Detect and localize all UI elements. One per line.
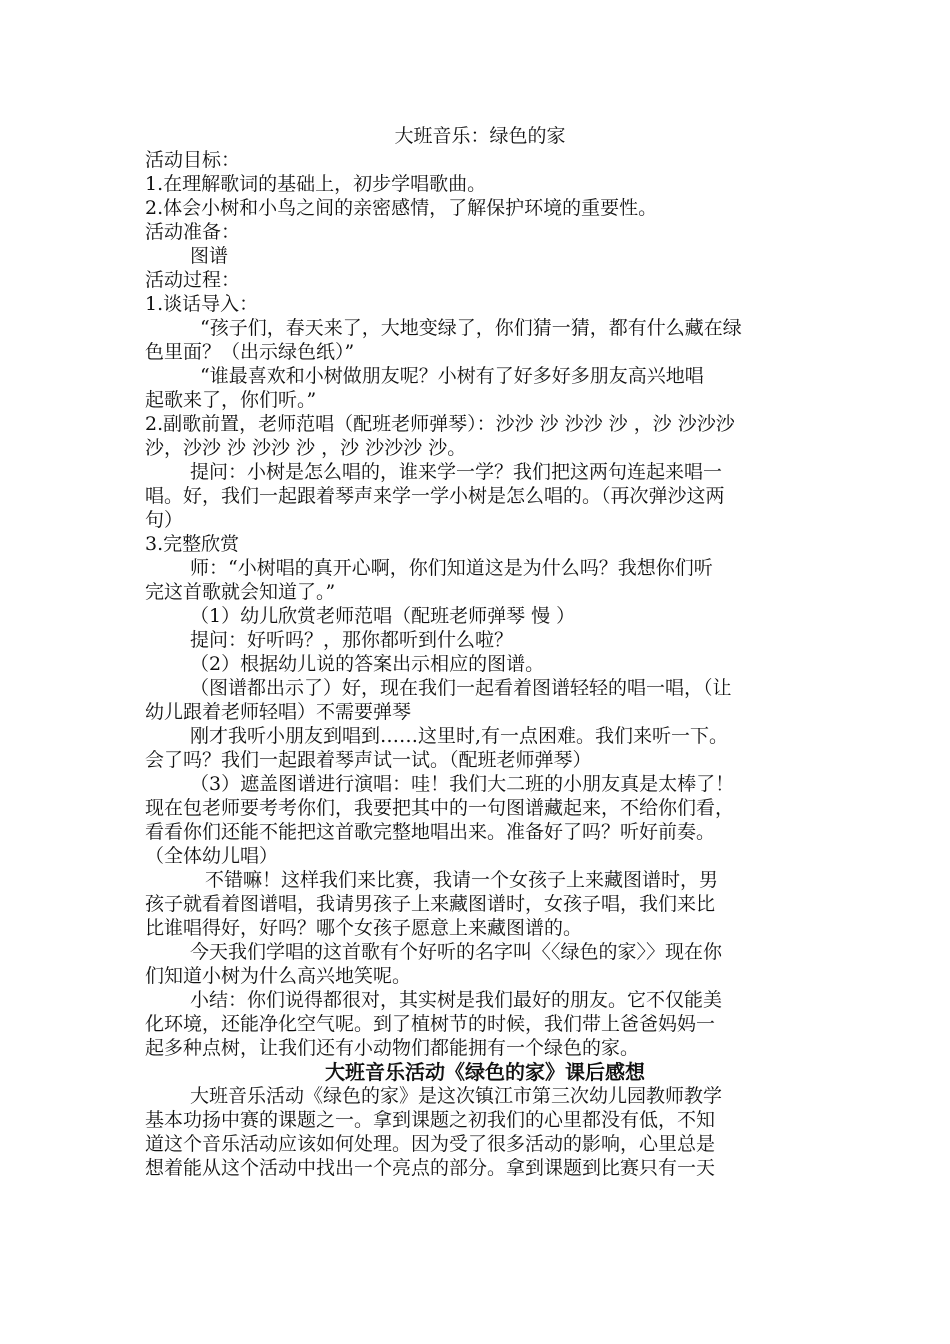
- paragraph-line: （图谱都出示了）好，现在我们一起看着图谱轻轻的唱一唱，（让: [190, 677, 732, 699]
- paragraph-line: 孩子就看着图谱唱，我请男孩子上来藏图谱时，女孩子唱，我们来比: [145, 893, 716, 915]
- paragraph-line: “谁最喜欢和小树做朋友呢？小树有了好多好多朋友高兴地唱: [200, 365, 704, 387]
- paragraph-line: 图谱: [190, 245, 229, 267]
- paragraph-line: 比谁唱得好，好吗？哪个女孩子愿意上来藏图谱的。: [145, 917, 583, 939]
- reflection-line: 想着能从这个活动中找出一个亮点的部分。拿到课题到比赛只有一天: [145, 1157, 716, 1179]
- document-body: [145, 124, 815, 1180]
- reflection-line: 基本功扬中赛的课题之一。拿到课题之初我们的心里都没有低，不知: [145, 1109, 716, 1131]
- paragraph-line: 1.在理解歌词的基础上，初步学唱歌曲。: [145, 173, 487, 195]
- paragraph-line: 起歌来了，你们听。”: [145, 389, 317, 411]
- paragraph-line: 提问：好听吗？，那你都听到什么啦？: [190, 629, 514, 651]
- paragraph-line: 1.谈话导入：: [145, 293, 259, 315]
- section-heading-process: 活动过程：: [145, 269, 241, 291]
- paragraph-line: 刚才我听小朋友到唱到……这里时,有一点困难。我们来听一下。: [190, 725, 729, 747]
- paragraph-line: 提问：小树是怎么唱的，谁来学一学？我们把这两句连起来唱一: [190, 461, 723, 483]
- paragraph-line: 2.副歌前置，老师范唱（配班老师弹琴）：沙沙 沙 沙沙 沙 ，沙 沙沙沙: [145, 413, 735, 435]
- paragraph-line: 幼儿跟着老师轻唱）不需要弹琴: [145, 701, 412, 723]
- paragraph-line: 化环境，还能净化空气呢。到了植树节的时候，我们带上爸爸妈妈一: [145, 1013, 716, 1035]
- paragraph-line: （全体幼儿唱）: [145, 845, 279, 867]
- paragraph-line: （2）根据幼儿说的答案出示相应的图谱。: [190, 653, 545, 675]
- reflection-line: 大班音乐活动《绿色的家》是这次镇江市第三次幼儿园教师教学: [190, 1085, 723, 1107]
- section-heading-goals: 活动目标：: [145, 149, 241, 171]
- paragraph-line: （1）幼儿欣赏老师范唱（配班老师弹琴 慢 ）: [190, 605, 576, 627]
- paragraph-line: “孩子们，春天来了，大地变绿了，你们猜一猜，都有什么藏在绿: [200, 317, 742, 339]
- paragraph-line: 3.完整欣赏: [145, 533, 240, 555]
- paragraph-line: （3）遮盖图谱进行演唱：哇！我们大二班的小朋友真是太棒了！: [190, 773, 735, 795]
- paragraph-line: 沙，沙沙 沙 沙沙 沙 ，沙 沙沙沙 沙。: [145, 437, 467, 459]
- document-title: 大班音乐：绿色的家: [394, 125, 566, 147]
- reflection-title: 大班音乐活动《绿色的家》课后感想: [325, 1060, 645, 1084]
- section-heading-preparation: 活动准备：: [145, 221, 241, 243]
- paragraph-line: 起多种点树，让我们还有小动物们都能拥有一个绿色的家。: [145, 1037, 640, 1059]
- paragraph-line: 会了吗？我们一起跟着琴声试一试。（配班老师弹琴）: [145, 749, 592, 771]
- paragraph-line: 看看你们还能不能把这首歌完整地唱出来。准备好了吗？听好前奏。: [145, 821, 716, 843]
- paragraph-line: 色里面？（出示绿色纸）”: [145, 341, 355, 363]
- paragraph-line: 不错嘛！这样我们来比赛，我请一个女孩子上来藏图谱时，男: [205, 869, 719, 891]
- paragraph-line: 师：“小树唱的真开心啊，你们知道这是为什么吗？我想你们听: [190, 557, 713, 579]
- paragraph-line: 唱。好，我们一起跟着琴声来学一学小树是怎么唱的。（再次弹沙这两: [145, 485, 725, 507]
- paragraph-line: 完这首歌就会知道了。”: [145, 581, 336, 603]
- paragraph-line: 现在包老师要考考你们，我要把其中的一句图谱藏起来，不给你们看，: [145, 797, 735, 819]
- reflection-line: 道这个音乐活动应该如何处理。因为受了很多活动的影响，心里总是: [145, 1133, 716, 1155]
- paragraph-line: 2.体会小树和小鸟之间的亲密感情，了解保护环境的重要性。: [145, 197, 658, 219]
- paragraph-line: 句）: [145, 509, 184, 531]
- paragraph-line: 小结：你们说得都很对，其实树是我们最好的朋友。它不仅能美: [190, 989, 723, 1011]
- paragraph-line: 今天我们学唱的这首歌有个好听的名字叫〈〈绿色的家〉〉现在你: [190, 941, 723, 963]
- paragraph-line: 们知道小树为什么高兴地笑呢。: [145, 965, 412, 987]
